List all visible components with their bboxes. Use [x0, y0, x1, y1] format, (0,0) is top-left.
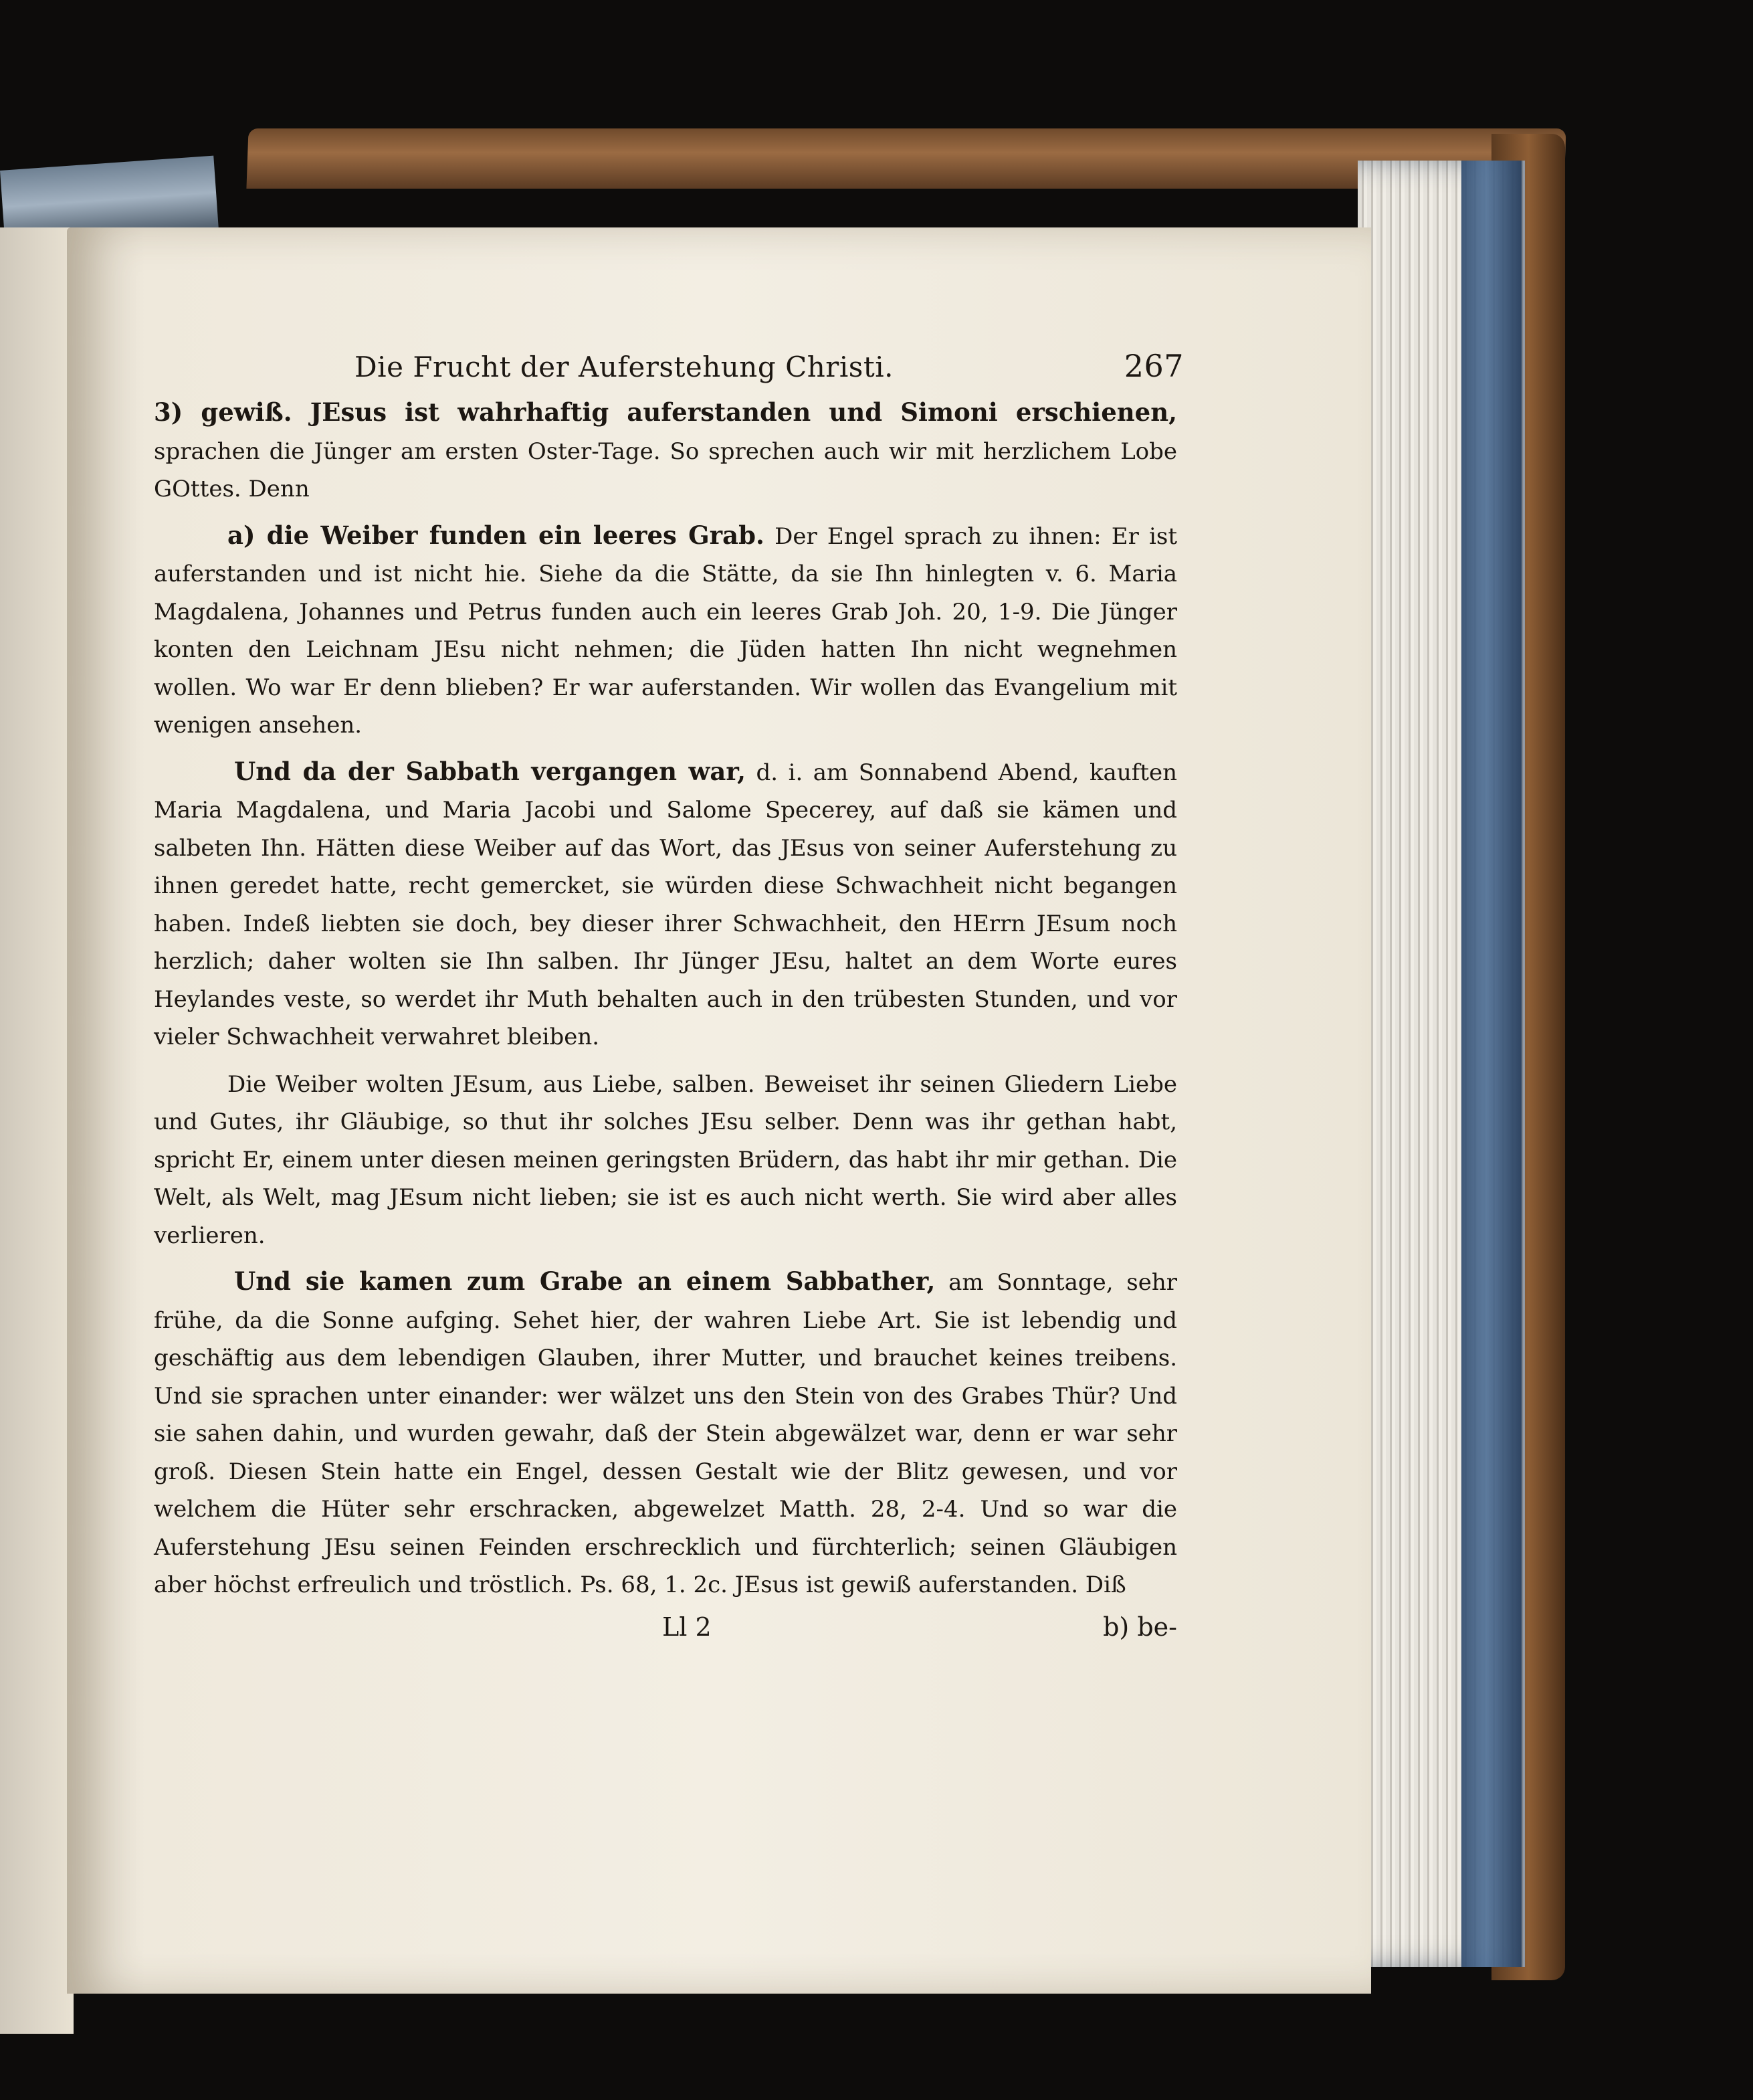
sprinkled-edge	[1461, 161, 1522, 1967]
paragraph-2	[154, 516, 1177, 745]
paragraph-body: am Sonntage, sehr frühe, da die Sonne aufging. Sehet hier, der wahren Liebe Art. Sie ist lebendig und geschäftig aus dem lebendigen Glauben, ihrer Mutter, und brauchet keines treibens. Und sie sprachen unter einander: wer wälzet uns den Stein von des Grabes Thür? Und sie sahen dahin, und wurden gewahr, daß der Stein abgewälzet war, denn er war sehr groß. Diesen Stein hatte ein Engel, dessen Gestalt wie der Blitz gewesen, und vor welchem die Hüter sehr erschracken, abgewelzet Matth. 28, 2-4. Und so war die Auferstehung JEsu seinen Feinden erschrecklich und fürchterlich; seinen Gläubigen aber höchst erfreulich und tröstlich. Ps. 68, 1. 2c. JEsus ist gewiß auferstanden. Diß	[154, 1269, 1177, 1598]
paragraph-body: Die Weiber wolten JEsum, aus Liebe, salben. Beweiset ihr seinen Gliedern Liebe und Gutes, ihr Gläubige, so thut ihr solches JEsu selber. Denn was ihr gethan habt, spricht Er, einem unter diesen meinen geringsten Brüdern, das habt ihr mir gethan. Die Welt, als Welt, mag JEsum nicht lieben; sie ist es auch nicht werth. Sie wird aber alles verlieren.	[154, 1070, 1177, 1249]
paragraph-1	[154, 393, 1177, 508]
running-head	[354, 348, 1184, 384]
page-number: 267	[1124, 348, 1184, 384]
catchword: b) be-	[1103, 1612, 1177, 1642]
paragraph-lead: Und da der Sabbath vergangen war,	[234, 756, 746, 786]
paragraph-lead: Und sie kamen zum Grabe an einem Sabbather,	[234, 1266, 936, 1296]
running-head-title: Die Frucht der Auferstehung Christi.	[354, 351, 894, 383]
page-footer	[154, 1612, 1177, 1642]
paragraph-body: d. i. am Sonnabend Abend, kauften Maria Magdalena, und Maria Jacobi und Salome Specerey, auf daß sie kämen und salbeten Ihn. Hätten diese Weiber auf das Wort, das JEsus von seiner Auferstehung zu ihnen geredet hatte, recht gemercket, sie würden diese Schwachheit nicht begangen haben. Indeß liebten sie doch, bey dieser ihrer Schwachheit, den HErrn JEsum noch herzlich; daher wolten sie Ihn salben. Ihr Jünger JEsu, haltet an dem Worte eures Heylandes veste, so werdet ihr Muth behalten auch in den trübesten Stunden, und vor vieler Schwachheit verwahret bleiben.	[154, 759, 1177, 1050]
paragraph-body: sprachen die Jünger am ersten Oster-Tage. So sprechen auch wir mit herzlichem Lobe GOttes. Denn	[154, 438, 1177, 502]
page-text-block	[154, 348, 1184, 1873]
signature-mark: Ll 2	[662, 1612, 712, 1642]
paragraph-4	[154, 1064, 1177, 1255]
paragraph-5	[154, 1262, 1177, 1604]
paragraph-lead: a) die Weiber funden ein leeres Grab.	[227, 520, 764, 550]
paragraph-body: Der Engel sprach zu ihnen: Er ist auferstanden und ist nicht hie. Siehe da die Stätte, da sie Ihn hinlegten v. 6. Maria Magdalena, Johannes und Petrus funden auch ein leeres Grab Joh. 20, 1-9. Die Jünger konten den Leichnam JEsu nicht nehmen; die Jüden hatten Ihn nicht wegnehmen wollen. Wo war Er denn blieben? Er war auferstanden. Wir wollen das Evangelium mit wenigen ansehen.	[154, 522, 1178, 739]
left-page-edge	[0, 227, 74, 2034]
paragraph-3	[154, 753, 1177, 1056]
paragraph-lead: 3) gewiß. JEsus ist wahrhaftig auferstanden und Simoni erschienen,	[154, 397, 1177, 427]
